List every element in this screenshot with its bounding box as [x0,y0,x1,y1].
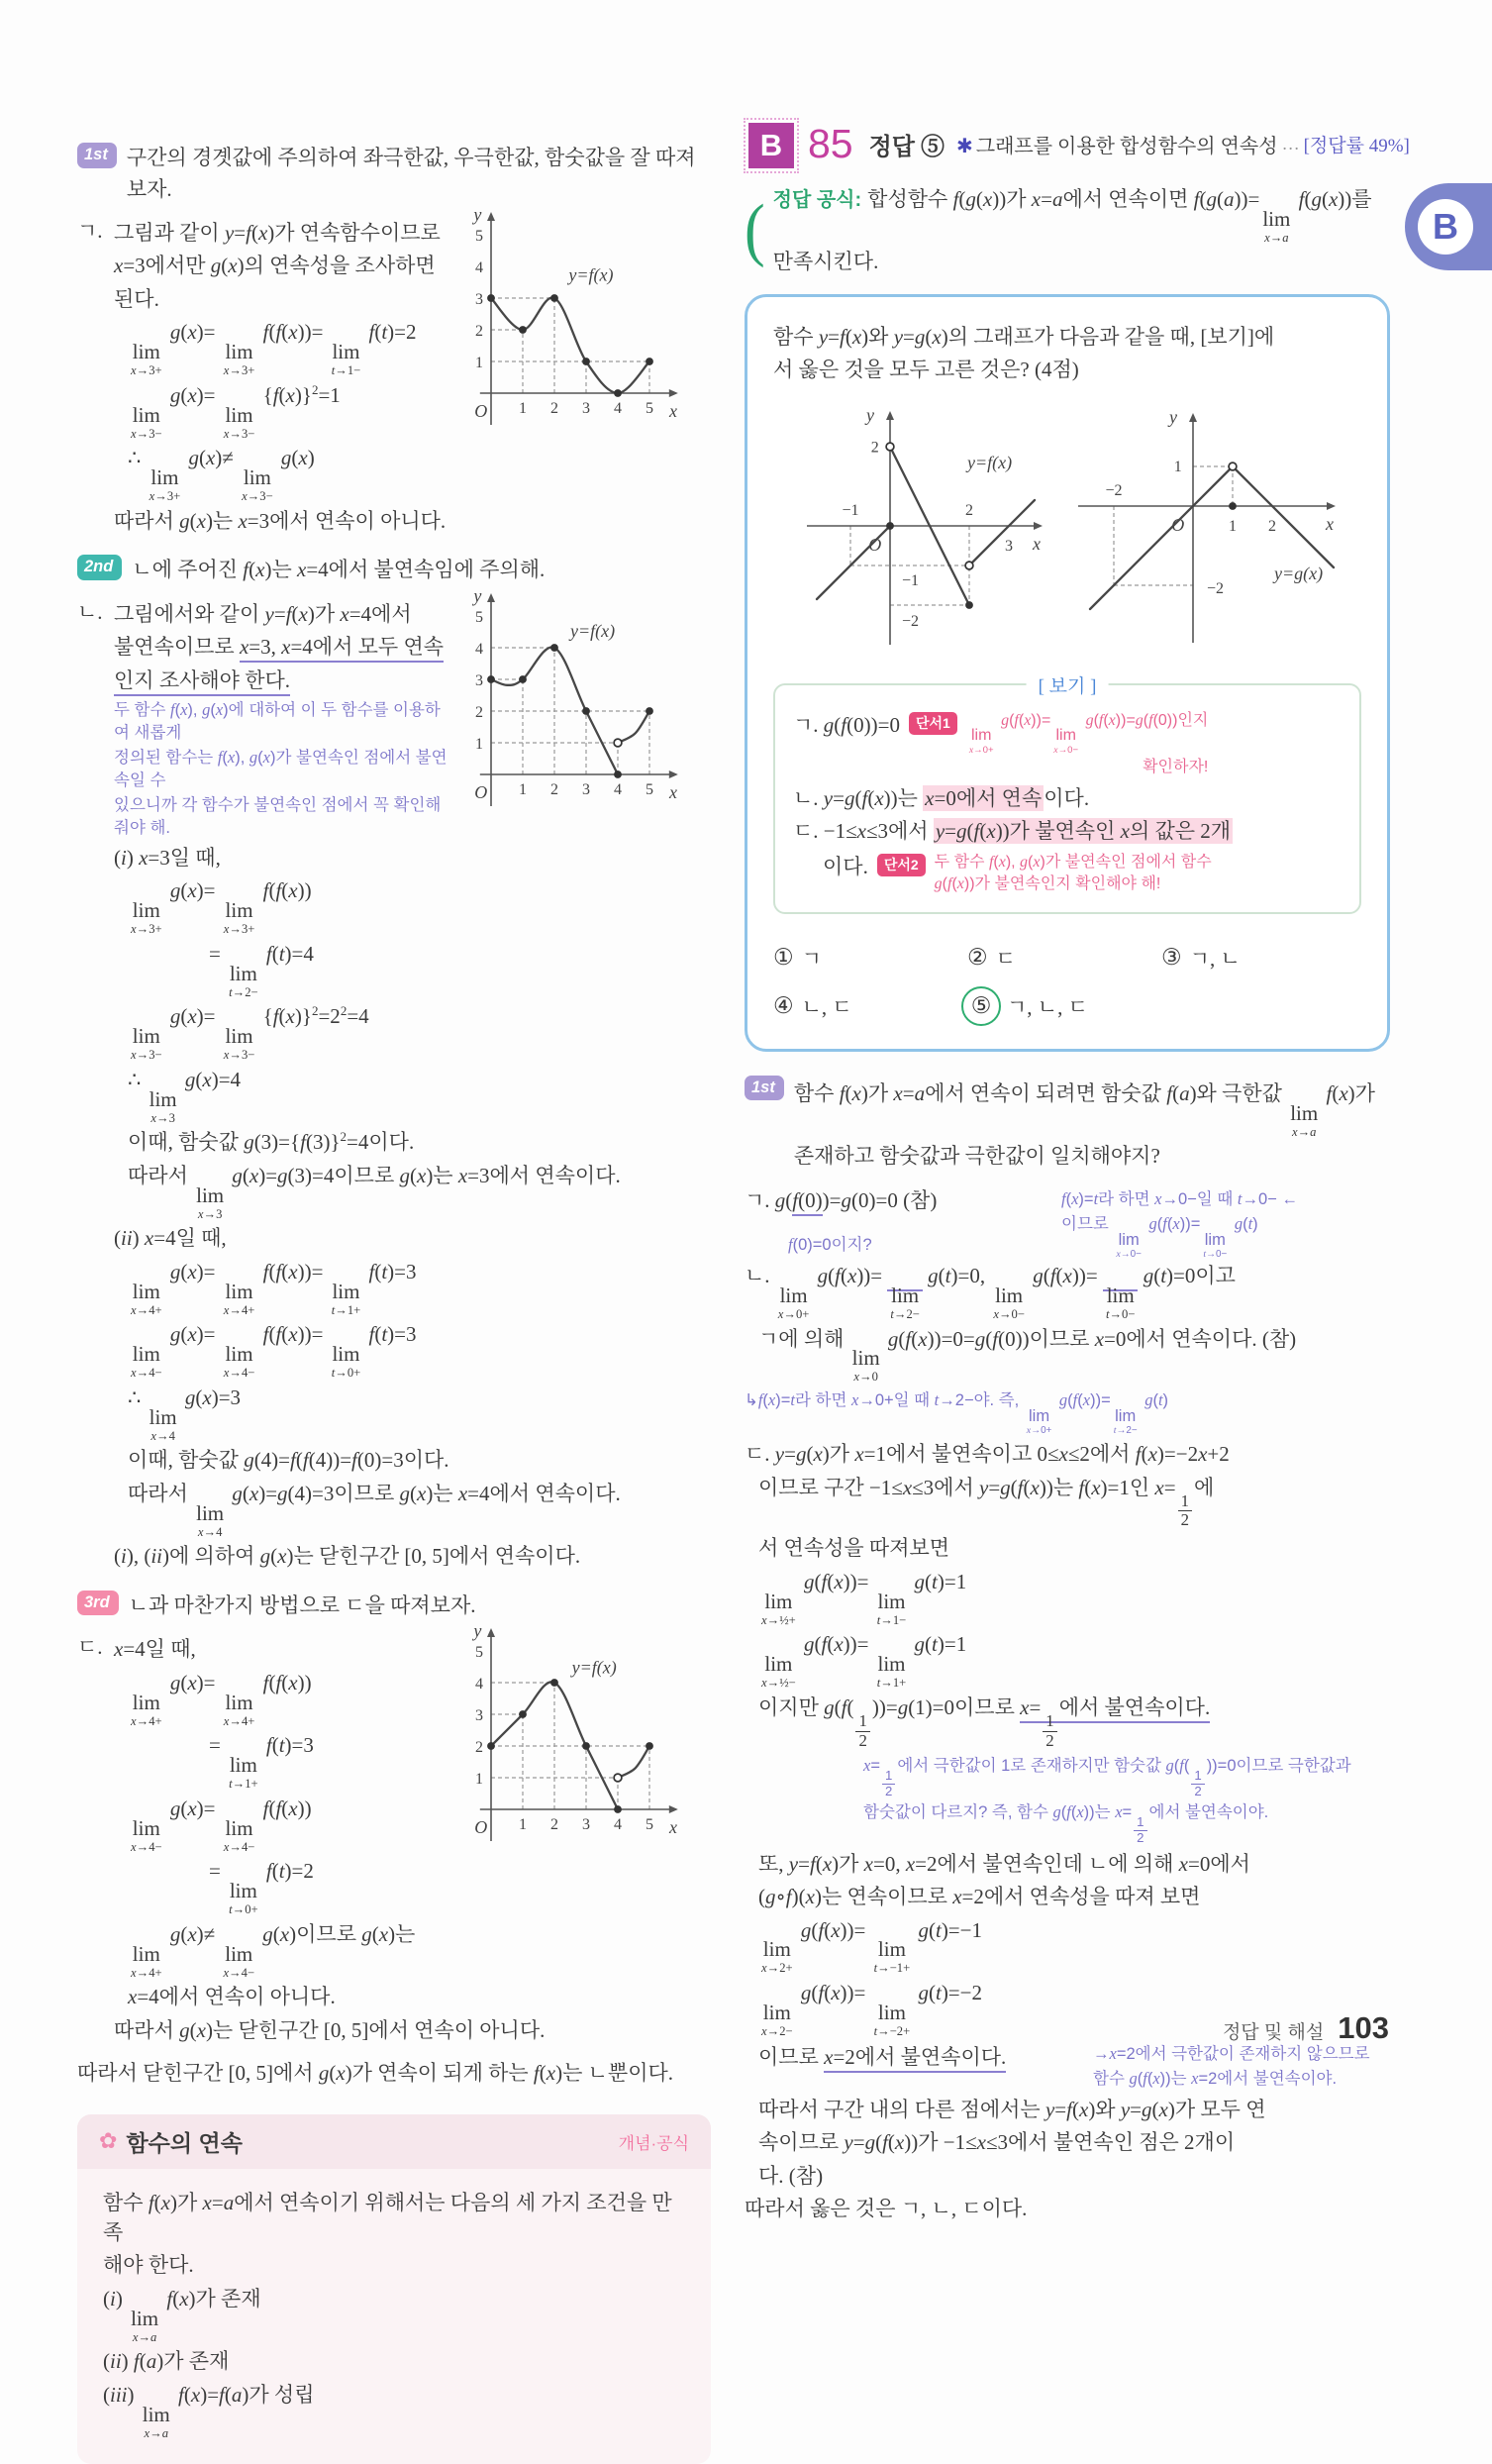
svg-text:1: 1 [475,355,483,371]
text-line: lim x→4+ g(x)≠ lim x→4− g(x)이므로 g(x)는 [131,1921,416,1980]
svg-text:x: x [1033,533,1041,554]
svg-text:4: 4 [475,1676,483,1694]
formula-line-1 [773,184,1372,245]
svg-text:5: 5 [475,608,483,626]
side-tab-letter: B [1418,199,1473,255]
svg-text:2: 2 [1268,517,1276,535]
sol-step-1-badge: 1st [745,1076,784,1101]
text-line: lim x→4− g(x)= lim x→4− f(f(x)) [131,1796,312,1854]
right-column [745,119,1410,2227]
svg-text:y: y [473,207,482,225]
svg-text:2: 2 [550,1816,558,1834]
item-text-2 [793,851,1342,896]
text-line: 따라서 g(x)는 x=3에서 연속이 아니다. [114,508,447,533]
svg-text:4: 4 [614,400,622,417]
sol-step-1-header [745,1076,1390,1175]
svg-text:3: 3 [475,671,483,689]
svg-text:3: 3 [582,780,590,798]
svg-text:2: 2 [475,323,483,340]
graph-f-item-nieun [461,588,711,820]
svg-text:x: x [669,1817,677,1838]
green-bracket: ( [745,190,765,268]
text-line: 함숫값이 다르지? 즉, 함수 g(f(x))는 x= $\frac{1}{2}$ 에서 불연속이야. [863,1801,1269,1845]
choice-number: ⑤ [970,992,992,1018]
purple-note-nieun: ↳f(x)=t라 하면 x→0+일 때 t→2−야. 즉, lim x→0+ g(f(x))= lim t→2− g(t) [745,1390,1169,1437]
svg-text:1: 1 [519,780,527,798]
step-3-header [77,1591,711,1622]
item-marker: ㄴ. [77,599,103,624]
item-body [114,587,711,1575]
concept-title: 함수의 연속 [126,2129,243,2156]
sol-step-1-text [794,1076,1375,1175]
text-line: 불연속이므로 x=3, x=4에서 모두 연속 [114,632,711,662]
text-line: lim x→4+ g(x)= lim x→4+ f(f(x)) [131,1670,312,1728]
text-line: lim x→0+ g(f(x))= lim x→0− g(f(x))=g(f(0))인지 [968,711,1209,757]
formula-content [773,182,1372,278]
step-3-text: ㄴ과 마찬가지 방법으로 ㄷ을 따져보자. [128,1592,476,1617]
svg-text:x: x [669,781,677,802]
text-line: lim x→4+ g(x)= lim x→4+ f(f(x))= lim t→1+ f(t)=3 [131,1259,417,1317]
svg-text:1: 1 [1173,458,1182,475]
text-line: (g∘f)(x)는 연속이므로 x=2에서 연속성을 따져 보면 [758,1885,1201,1909]
choice-text: ㄴ, ㄷ [801,994,852,1019]
text-line: 그림과 같이 y=f(x)가 연속함수이므로 [114,221,441,245]
svg-text:4: 4 [614,1816,622,1834]
text-line: lim x→½− g(f(x))= lim t→1+ g(t)=1 [761,1632,967,1691]
item-text: ㄴ. y=g(f(x))는 x=0에서 연속이다. [793,786,1090,811]
svg-text:y=f(x): y=f(x) [571,1657,617,1678]
text-line: lim x→2+ g(f(x))= lim t→−1+ g(t)=−1 [761,1917,982,1976]
text-line: f(x)=t라 하면 x→0−일 때 t→0− ← [1061,1188,1298,1208]
svg-text:3: 3 [582,400,590,417]
item-body [114,207,711,539]
graph-problem-g [1069,399,1339,667]
text-line: 따라서 옳은 것은 ㄱ, ㄴ, ㄷ이다. [745,2197,1028,2221]
concept-tag: 개념·공식 [618,2133,689,2153]
text-line: lim x→4− g(x)= lim x→4− f(f(x))= lim t→0+ f(t)=3 [131,1322,417,1381]
choice-2[interactable] [967,943,1161,973]
choice-text: ㄱ [801,946,822,971]
sol-digeut-lines-3 [745,2095,1390,2224]
svg-text:5: 5 [646,400,653,417]
svg-text:4: 4 [475,640,483,658]
text-line: ∴ lim x→3+ g(x)≠ lim x→3− g(x) [128,446,315,504]
bogi-item-nieun [793,782,1342,812]
svg-text:x: x [1326,513,1334,534]
step-3-badge: 3rd [77,1591,119,1616]
problem-box [745,294,1390,1052]
item-text: ㄱ. g(f(0))=0 [793,712,900,737]
step-2-header [77,555,711,586]
text-line: 함수 f(x)가 x=a에서 연속이기 위해서는 다음의 세 가지 조건을 만족 [103,2190,672,2245]
page-footer [1223,2010,1389,2046]
svg-text:2: 2 [965,501,973,519]
choice-text: ㄷ [995,946,1016,971]
svg-text:y: y [473,1623,482,1641]
svg-text:−2: −2 [1105,481,1123,499]
text-line: 된다. [114,286,159,311]
text-line: (ii) x=4일 때, [114,1226,227,1251]
choice-number: ④ [773,992,794,1018]
problem-number: 85 [808,120,853,166]
text-line: (i) lim x→a f(x)가 존재 [103,2286,261,2344]
problem-statement [773,322,1361,385]
svg-text:4: 4 [614,780,622,798]
choice-3[interactable] [1161,943,1355,973]
sol-digeut-main: 이므로 x=2에서 불연속이다. [758,2041,1006,2071]
text-line: lim x→3− g(x)= lim x→3− $\{f(x)\}^2=2^2=4$ [131,1003,369,1063]
svg-text:O: O [1171,514,1185,535]
formula-text: 합성함수 f(g(x))가 x=a에서 연속이면 f(g(a))= lim x→a f(g(x))를 [867,187,1372,245]
svg-text:y: y [866,404,874,425]
text-line: 정의된 함수는 f(x), g(x)가 불연속인 점에서 불연속일 수 [114,748,448,790]
answer-formula-box [745,182,1390,278]
text-line: 해야 한다. [103,2253,194,2278]
text-line: (ii) f(a)가 존재 [103,2349,230,2374]
svg-text:5: 5 [475,1644,483,1662]
svg-text:4: 4 [475,259,483,276]
text-line: = lim t→0+ f(t)=2 [209,1859,314,1917]
text-line: 그림에서와 같이 y=f(x)가 x=4에서 [114,601,412,626]
item-marker: ㄷ. [77,1635,103,1660]
text-line: lim x→3+ g(x)= lim x→3+ f(f(x))= lim t→1− f(t)=2 [131,320,417,378]
text-line: 존재하고 함숫값과 극한값이 일치해야지? [793,1144,1160,1169]
problem-graphs [773,399,1361,667]
text-line: 두 함수 f(x), g(x)가 불연속인 점에서 함수 [934,853,1212,871]
text-line: lim x→½+ g(f(x))= lim t→1− g(t)=1 [761,1569,967,1627]
text-line: = lim t→1+ f(t)=3 [209,1733,314,1792]
dots-separator: … [1281,133,1300,154]
svg-text:5: 5 [646,1816,653,1834]
choice-text: ㄱ, ㄴ [1189,946,1241,971]
item-marker: ㄱ. [77,219,103,243]
topic-text: 그래프를 이용한 합성함수의 연속성 [975,135,1278,157]
item-text-cont: 이다. [823,854,868,878]
concept-box [77,2114,711,2464]
text-line: 따라서 lim x→3 g(x)=g(3)=4이므로 g(x)는 x=3에서 연속이다. [128,1163,621,1221]
svg-text:y=f(x): y=f(x) [568,264,614,285]
flower-icon: ✿ [99,2128,118,2154]
text-line: 따라서 lim x→4 g(x)=g(4)=3이므로 g(x)는 x=4에서 연속이다. [128,1481,621,1539]
section-side-tab [1405,183,1492,270]
svg-text:5: 5 [646,780,653,798]
sol-nieun-lines [745,1261,1390,1384]
text-line: 확인하자! [1143,758,1209,775]
text-line: lim x→2− g(f(x))= lim t→−2+ g(t)=−2 [761,1981,982,2038]
svg-text:2: 2 [870,439,879,457]
text-line: 서 연속성을 따져보면 [758,1536,950,1561]
level-badge: B [748,123,794,168]
text-line: x=4일 때, [114,1637,196,1662]
text-line: 서 옳은 것을 모두 고른 것은? (4점) [773,358,1079,382]
answer-rate: [정답률 49%] [1303,135,1410,156]
text-line: 따라서 구간 내의 다른 점에서는 y=f(x)와 y=g(x)가 모두 연 [758,2097,1266,2121]
text-line: (i), (ii)에 의하여 g(x)는 닫힌구간 [0, 5]에서 연속이다. [114,1544,581,1569]
choice-number: ① [773,944,794,970]
step-1-header [77,143,711,205]
choice-number: ② [967,944,988,970]
problem-header [745,119,1410,168]
item-body [114,1623,711,2048]
purple-note-digeut-2 [1093,2041,1390,2092]
clue-2-badge: 단서2 [877,854,926,876]
svg-text:3: 3 [1005,537,1013,555]
text-line: 이때, 함숫값 g(4)=f(f(4))=f(0)=3이다. [128,1448,449,1473]
footer-label: 정답 및 해설 [1222,2022,1325,2043]
bogi-box [773,675,1361,914]
svg-text:5: 5 [475,228,483,245]
text-line: 인지 조사해야 한다. [114,666,711,695]
purple-note-under: f(0)=0이지? [788,1234,872,1254]
svg-text:3: 3 [582,1816,590,1834]
text-line: 다. (참) [758,2163,824,2188]
answer-circle [961,986,1001,1026]
clue-1-text [966,709,1209,778]
text-line: ㄴ. lim x→0+ g(f(x))= lim t→2− g(t)=0, lim x→0− g(f(x))= lim t→0− g(t)=0이고 [745,1263,1236,1321]
math-lines [114,843,711,1572]
text-line: ∴ lim x→3 g(x)=4 [128,1067,242,1125]
text-line: (iii) lim x→a f(x)=f(a)가 성립 [103,2382,315,2440]
text-line: 속이므로 y=g(f(x))가 −1≤x≤3에서 불연속인 점은 2개이 [758,2130,1236,2155]
svg-text:O: O [474,781,488,802]
svg-text:1: 1 [475,735,483,753]
svg-text:y: y [1169,406,1177,427]
svg-text:O: O [868,534,882,555]
concept-box-header [77,2114,711,2169]
svg-text:1: 1 [519,400,527,417]
sol-digeut-lines-2 [745,1849,1390,2038]
sol-digeut-lines-1 [745,1439,1390,1750]
text-line: 따라서 g(x)는 닫힌구간 [0, 5]에서 연속이 아니다. [114,2017,546,2042]
text-line: ㄷ. y=g(x)가 x=1에서 불연속이고 0≤x≤2에서 f(x)=−2x+2 [745,1442,1230,1467]
sol-giyeok-main: ㄱ. g(f(0))=g(0)=0 (참) [745,1184,937,1214]
step-1-text: 구간의 경곗값에 주의하여 좌극한값, 우극한값, 함숫값을 잘 따져보자. [126,146,696,201]
text-line: (i) x=3일 때, [114,845,221,870]
text-line: 있으니까 각 함수가 불연속인 점에서 꼭 확인해줘야 해. [114,795,442,837]
svg-text:3: 3 [475,291,483,308]
svg-text:O: O [474,1817,488,1838]
text-line: 함수 y=f(x)와 y=g(x)의 그래프가 다음과 같을 때, [보기]에 [773,324,1275,349]
page-number: 103 [1338,2010,1389,2045]
choice-1[interactable] [773,943,967,973]
text-line: g(f(x))가 불연속인지 확인해야 해! [934,875,1161,893]
svg-text:y=g(x): y=g(x) [1274,563,1324,583]
text-line: = lim t→2− f(t)=4 [209,941,314,999]
graph-f-item-giyeok [461,207,711,439]
item-text: ㄷ. −1≤x≤3에서 y=g(f(x))가 불연속인 x의 값은 2개 [793,819,1232,844]
solution-item-nieun [77,587,711,1575]
text-line: 이므로 구간 −1≤x≤3에서 y=g(f(x))는 f(x)=1인 x= $\frac{1}{2}$ 에 [758,1475,1215,1530]
svg-text:1: 1 [1229,517,1237,535]
step-1-badge: 1st [77,143,117,168]
text-line: x= $\frac{1}{2}$ 에서 극한값이 1로 존재하지만 함숫값 g(f( $\frac{1}{2}$ ))=0이므로 극한값과 [863,1755,1351,1798]
formula-label: 정답 공식: [772,189,862,211]
svg-text:−2: −2 [902,612,920,630]
choice-number: ③ [1161,944,1182,970]
text-line: lim x→3+ g(x)= lim x→3+ f(f(x)) [131,878,312,937]
svg-text:−1: −1 [842,501,859,519]
bogi-label: [ 보기 ] [1027,671,1109,698]
graph-problem-f [796,399,1053,667]
text-line: x=3에서만 g(x)의 연속성을 조사하면 [114,254,436,278]
text-line: ㄱ에 의해 lim x→0 g(f(x))=0=g(f(0))이므로 x=0에서 연속이다. (참) [758,1326,1297,1385]
svg-text:y: y [473,587,482,606]
text-line: 함수 f(x)가 x=a에서 연속이 되려면 함숫값 f(a)와 극한값 lim x→a f(x)가 [793,1080,1375,1139]
sol-digeut-row [745,2041,1390,2092]
bogi-item-giyeok [793,709,1342,778]
purple-note-digeut-1 [863,1754,1390,1846]
step-2-text: ㄴ에 주어진 f(x)는 x=4에서 불연속임에 주의해. [132,558,546,582]
svg-text:2: 2 [550,780,558,798]
svg-text:1: 1 [519,1816,527,1834]
svg-text:x: x [669,401,677,421]
svg-text:y=f(x): y=f(x) [967,452,1013,472]
clue-2-text [935,851,1212,896]
text-line: 함수 g(f(x))는 x=2에서 불연속이야. [1093,2068,1338,2088]
graph-f-item-digeut [461,1623,711,1855]
text-line: 또, y=f(x)가 x=0, x=2에서 불연속인데 ㄴ에 의해 x=0에서 [758,1851,1250,1876]
formula-line-2: 만족시킨다. [772,249,879,273]
concept-box-body [77,2169,711,2464]
choice-4[interactable] [773,990,967,1022]
answer-choices [773,934,1361,1031]
left-column [77,127,711,2464]
solution-item-giyeok [77,207,711,539]
svg-text:2: 2 [475,703,483,721]
step-2-badge: 2nd [77,555,122,580]
svg-text:3: 3 [475,1707,483,1725]
text-line: x=4에서 연속이 아니다. [128,1985,336,2009]
text-line: 이때, 함숫값 $g(3)=\{f(3)\}^2=4$이다. [128,1129,415,1155]
bogi-item-digeut [793,816,1342,896]
svg-text:−1: −1 [902,571,920,589]
text-line: ∴ lim x→4 g(x)=3 [128,1385,242,1443]
text-line: 두 함수 f(x), g(x)에 대하여 이 두 함수를 이용하여 새롭게 [114,700,441,743]
svg-text:1: 1 [475,1771,483,1789]
text-line: 이지만 g(f( $\frac{1}{2}$ ))=g(1)=0이므로 x= $\frac{1}{2}$ 에서 불연속이다. [758,1694,1211,1750]
topic-label [956,130,1278,158]
star-icon: ✱ [955,135,973,157]
answer-label: 정답 ⑤ [868,134,945,160]
text-line: lim x→3− g(x)= lim x→3− $\{f(x)\}^2=1$ [131,381,341,441]
svg-text:2: 2 [475,1739,483,1757]
svg-text:O: O [474,401,488,421]
svg-text:2: 2 [550,400,558,417]
svg-text:y=f(x): y=f(x) [570,620,616,641]
clue-1-badge: 단서1 [909,712,957,735]
svg-text:−2: −2 [1207,579,1225,597]
choice-text: ㄱ, ㄴ, ㄷ [1007,994,1088,1019]
choice-5-answer[interactable] [967,990,1161,1022]
text-line: →x=2에서 극한값이 존재하지 않으므로 [1093,2043,1370,2063]
purple-note-giyeok [1061,1186,1390,1261]
solution-item-digeut [77,1623,711,2048]
text-line: 이므로 lim x→0− g(f(x))= lim t→0− g(t) [1061,1213,1258,1261]
conclusion-line: 따라서 닫힌구간 [0, 5]에서 g(x)가 연속이 되게 하는 f(x)는 ㄴ뿐이다. [77,2061,674,2086]
